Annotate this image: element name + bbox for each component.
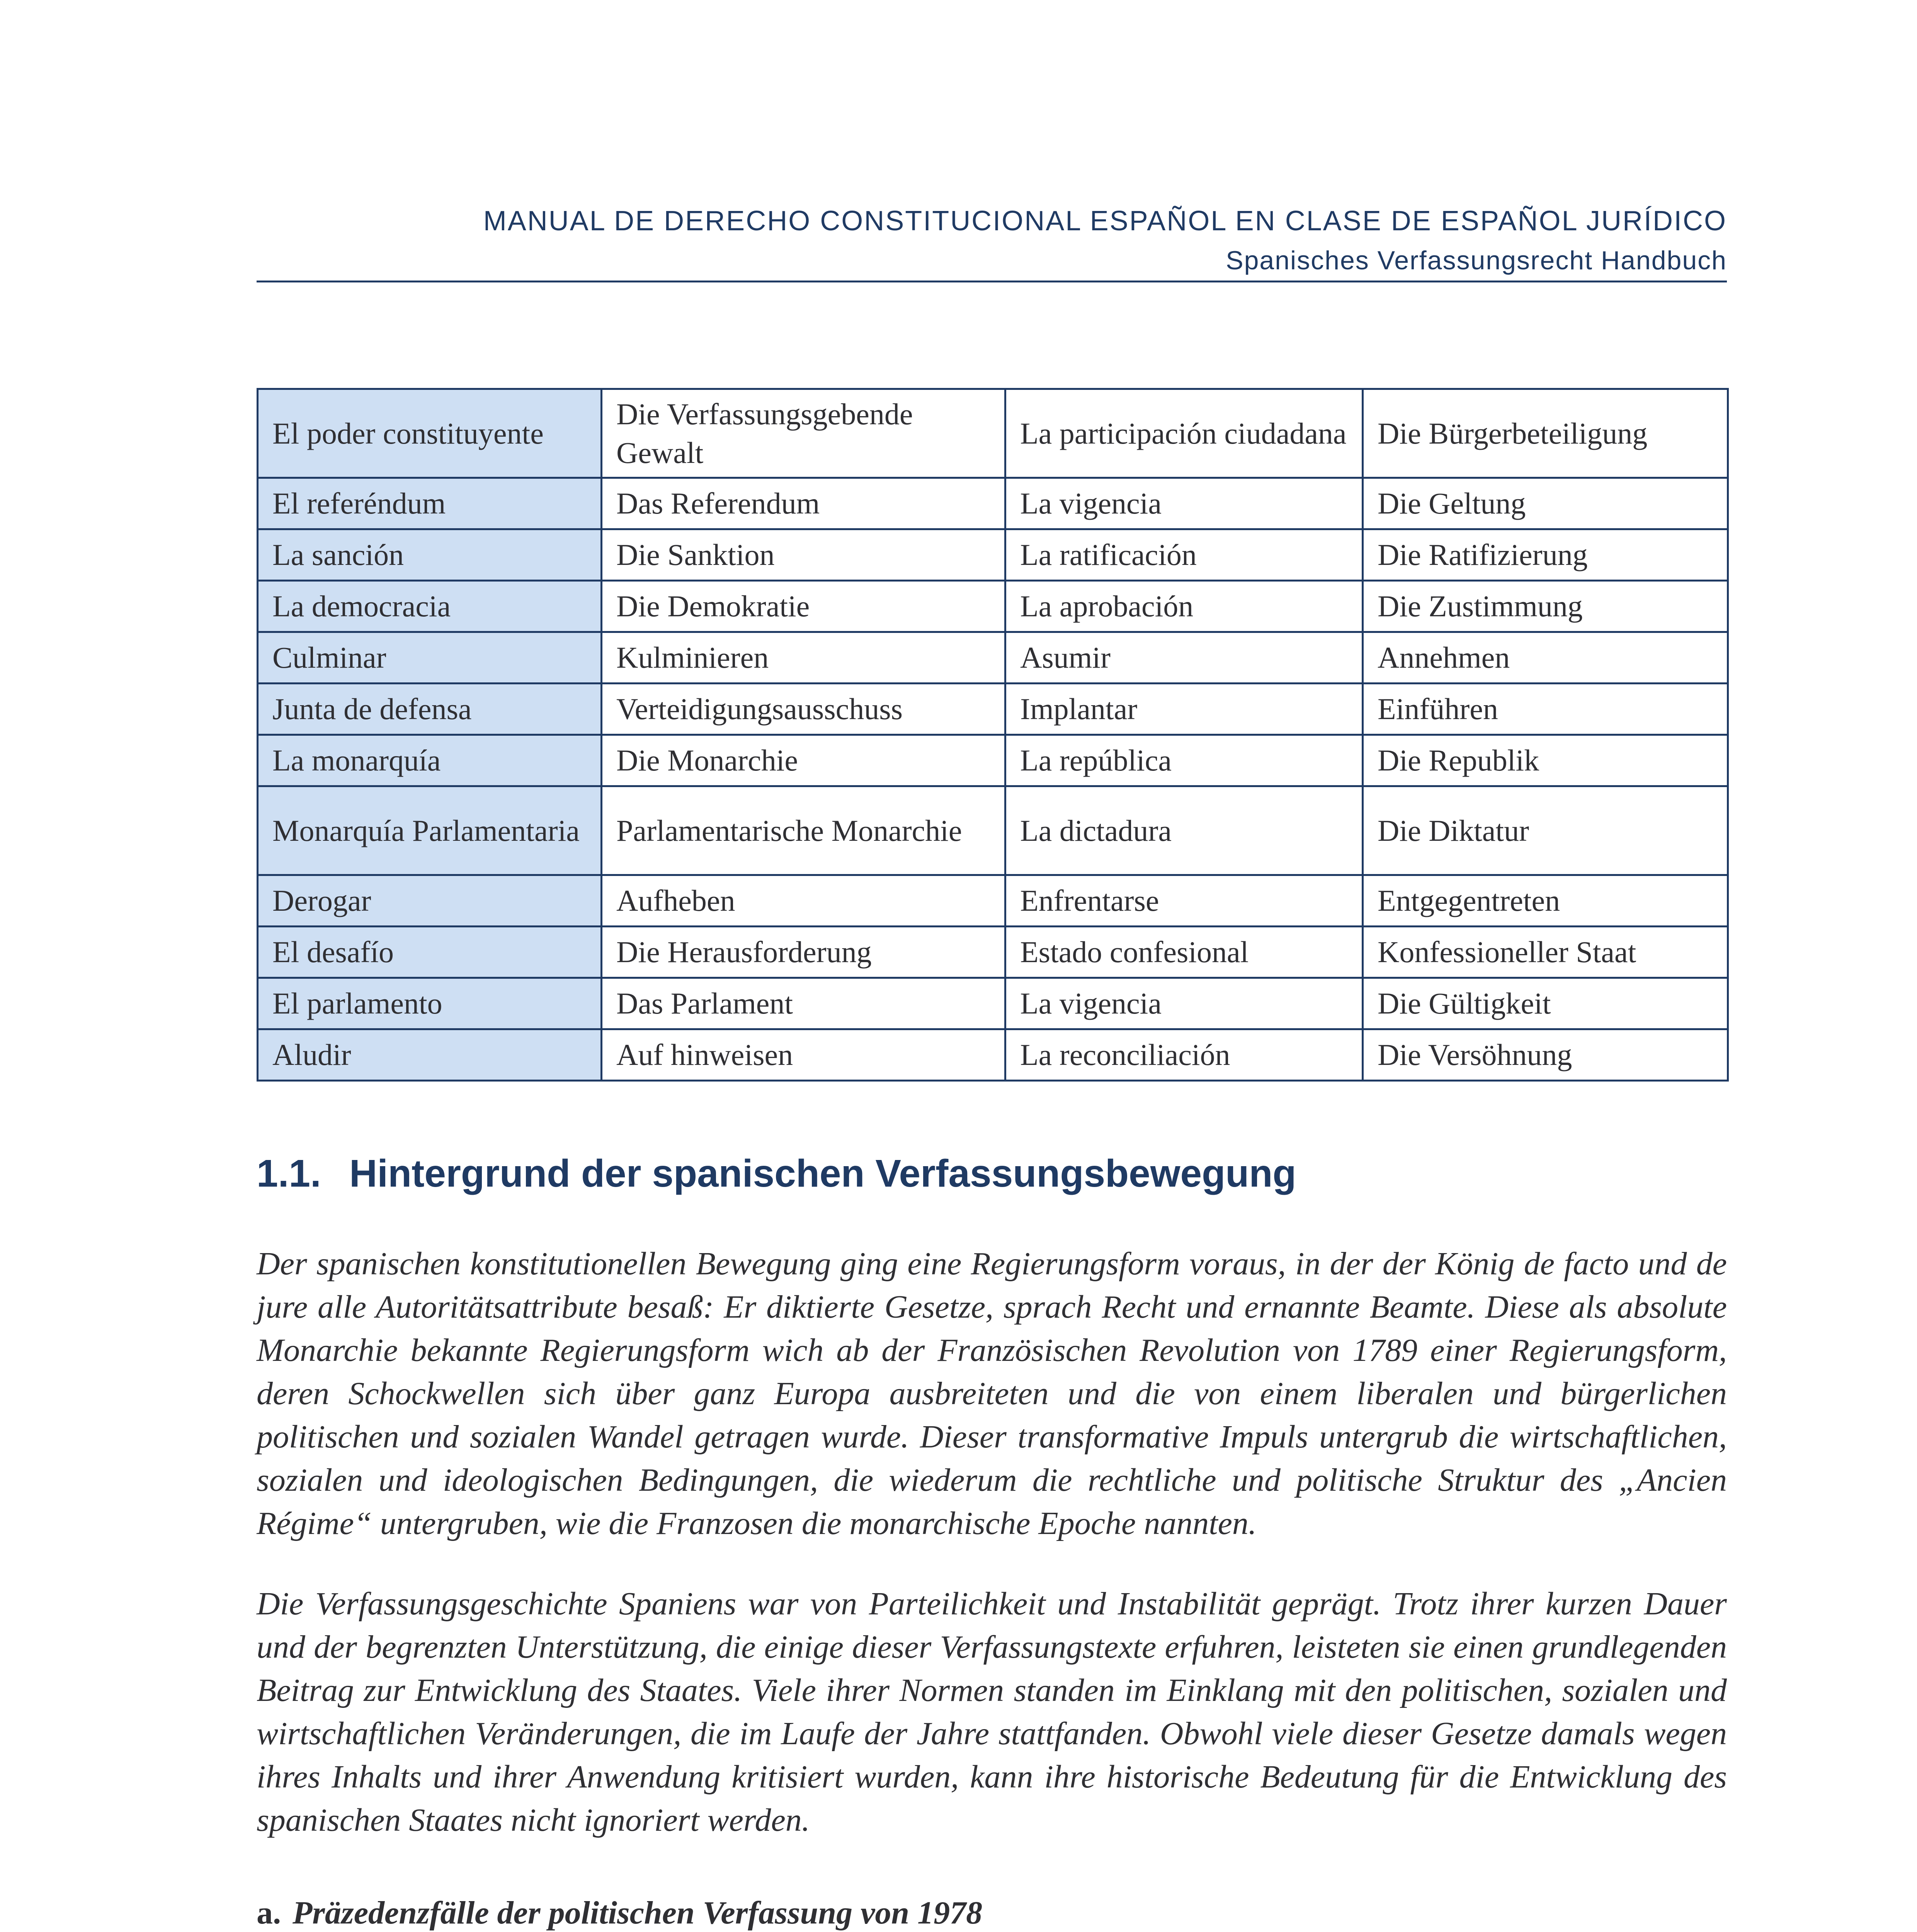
spanish-term-cell: La democracia (258, 581, 602, 632)
table-row (258, 786, 1728, 875)
table-row (258, 389, 1728, 478)
spanish-term-cell: La vigencia (1005, 978, 1363, 1029)
spanish-term-cell: Culminar (258, 632, 602, 684)
spanish-term-cell: La reconciliación (1005, 1029, 1363, 1081)
spanish-term-cell: La república (1005, 735, 1363, 786)
header-subtitle: Spanisches Verfassungsrecht Handbuch (1226, 246, 1727, 275)
table-row (258, 684, 1728, 735)
spanish-term-cell: Junta de defensa (258, 684, 602, 735)
paragraph-2: Die Verfassungsgeschichte Spaniens war von Parteilichkeit und Instabilität geprägt. Trotz ihrer kurzen Dauer und der begrenzten Unterstützung, die einige dieser Verfassungstexte erfuhren, leisteten sie einen grundlegenden Beitrag zur Entwicklung des Staates. Viele ihrer Normen standen im Einklang mit den politischen, sozialen und wirtschaftlichen Veränderungen, die im Laufe der Jahre stattfanden. Obwohl viele dieser Gesetze damals wegen ihres Inhalts und ihrer Anwendung kritisiert wurden, kann ihre historische Bedeutung für die Entwicklung des spanischen Staates nicht ignoriert werden. (257, 1586, 1727, 1838)
subsection-title: Präzedenzfälle der politischen Verfassung von 1978 (293, 1895, 983, 1931)
table-row (258, 529, 1728, 581)
german-term-cell: Die Geltung (1363, 478, 1728, 529)
spanish-term-cell: La vigencia (1005, 478, 1363, 529)
spanish-term-cell: El desafío (258, 927, 602, 978)
german-term-cell: Parlamentarische Monarchie (602, 786, 1005, 875)
german-term-cell: Die Versöhnung (1363, 1029, 1728, 1081)
spanish-term-cell: El referéndum (258, 478, 602, 529)
german-term-cell: Die Demokratie (602, 581, 1005, 632)
german-term-cell: Aufheben (602, 875, 1005, 927)
spanish-term-cell: La dictadura (1005, 786, 1363, 875)
german-term-cell: Die Herausforderung (602, 927, 1005, 978)
paragraph-1: Der spanischen konstitutionellen Bewegung ging eine Regierungsform voraus, in der der König de facto und de jure alle Autoritätsattribute besaß: Er diktierte Gesetze, sprach Recht und ernannte Beamte. Diese als absolute Monarchie bekannte Regierungsform wich ab der Französischen Revolution von 1789 einer Regierungsform, deren Schockwellen sich über ganz Europa ausbreiteten und die von einem liberalen und bürgerlichen politischen und sozialen Wandel getragen wurde. Dieser transformative Impuls untergrub die wirtschaftlichen, sozialen und ideologischen Bedingungen, die wiederum die rechtliche und politische Struktur des „Ancien Régime“ untergruben, wie die Franzosen die monarchische Epoche nannten. (257, 1246, 1727, 1541)
spanish-term-cell: Enfrentarse (1005, 875, 1363, 927)
german-term-cell: Kulminieren (602, 632, 1005, 684)
spanish-term-cell: La monarquía (258, 735, 602, 786)
section-title: Hintergrund der spanischen Verfassungsbewegung (349, 1152, 1296, 1195)
german-term-cell: Die Bürgerbeteiligung (1363, 389, 1728, 478)
german-term-cell: Einführen (1363, 684, 1728, 735)
spanish-term-cell: Implantar (1005, 684, 1363, 735)
german-term-cell: Annehmen (1363, 632, 1728, 684)
table-row (258, 927, 1728, 978)
german-term-cell: Die Ratifizierung (1363, 529, 1728, 581)
table-row (258, 875, 1728, 927)
german-term-cell: Die Gültigkeit (1363, 978, 1728, 1029)
header-title: MANUAL DE DERECHO CONSTITUCIONAL ESPAÑOL EN CLASE DE ESPAÑOL JURÍDICO (483, 206, 1727, 236)
german-term-cell: Die Diktatur (1363, 786, 1728, 875)
table-row (258, 735, 1728, 786)
spanish-term-cell: La aprobación (1005, 581, 1363, 632)
section-heading (257, 1151, 1727, 1196)
spanish-term-cell: La participación ciudadana (1005, 389, 1363, 478)
running-header (257, 201, 1727, 280)
table-row (258, 1029, 1728, 1081)
spanish-term-cell: La sanción (258, 529, 602, 581)
table-row (258, 632, 1728, 684)
table-row (258, 978, 1728, 1029)
german-term-cell: Die Sanktion (602, 529, 1005, 581)
german-term-cell: Das Referendum (602, 478, 1005, 529)
spanish-term-cell: El poder constituyente (258, 389, 602, 478)
vocabulary-table (257, 388, 1729, 1082)
german-term-cell: Verteidigungsausschuss (602, 684, 1005, 735)
spanish-term-cell: La ratificación (1005, 529, 1363, 581)
table-row (258, 478, 1728, 529)
spanish-term-cell: El parlamento (258, 978, 602, 1029)
table-row (258, 581, 1728, 632)
spanish-term-cell: Asumir (1005, 632, 1363, 684)
german-term-cell: Die Zustimmung (1363, 581, 1728, 632)
spanish-term-cell: Derogar (258, 875, 602, 927)
german-term-cell: Die Republik (1363, 735, 1728, 786)
subsection-letter: a. (257, 1895, 281, 1931)
german-term-cell: Entgegentreten (1363, 875, 1728, 927)
subsection-heading (257, 1891, 1727, 1932)
german-term-cell: Die Verfassungsgebende Gewalt (602, 389, 1005, 478)
german-term-cell: Die Monarchie (602, 735, 1005, 786)
german-term-cell: Auf hinweisen (602, 1029, 1005, 1081)
spanish-term-cell: Aludir (258, 1029, 602, 1081)
header-divider (257, 281, 1727, 282)
spanish-term-cell: Estado confesional (1005, 927, 1363, 978)
german-term-cell: Konfessioneller Staat (1363, 927, 1728, 978)
section-number: 1.1. (257, 1152, 321, 1195)
german-term-cell: Das Parlament (602, 978, 1005, 1029)
spanish-term-cell: Monarquía Parlamentaria (258, 786, 602, 875)
